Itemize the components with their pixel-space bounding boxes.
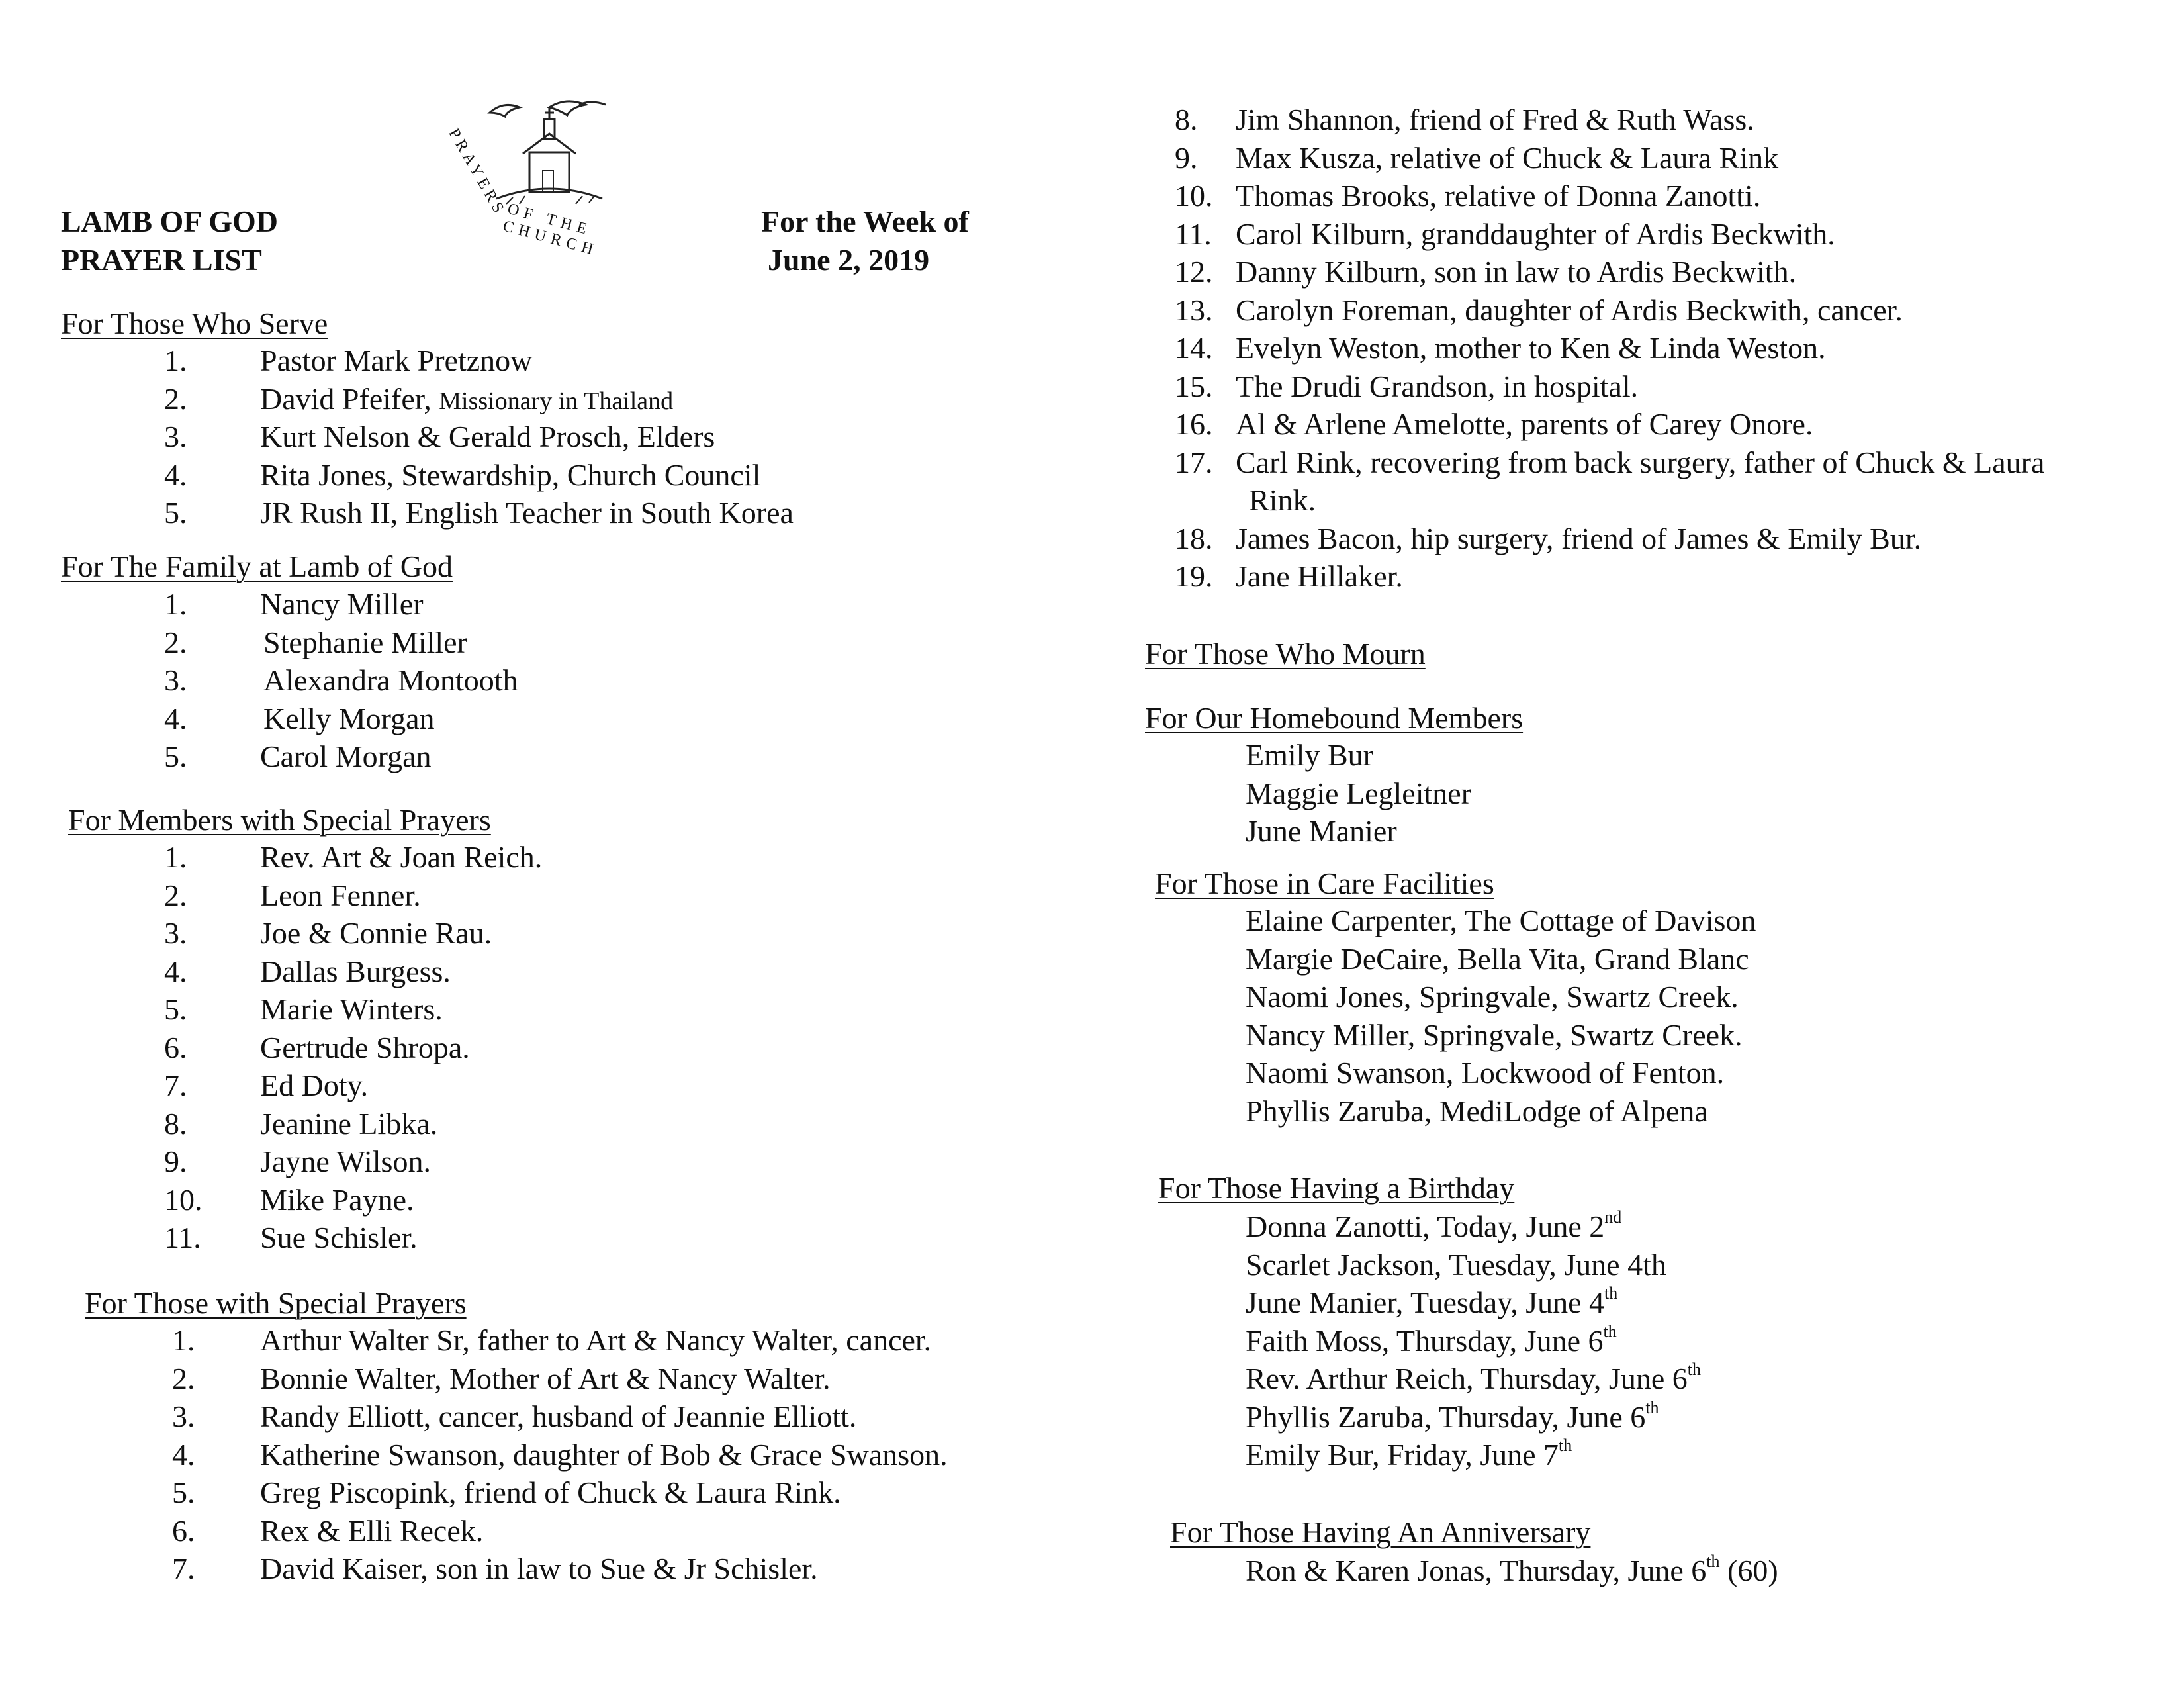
list-item: Phyllis Zaruba, MediLodge of Alpena xyxy=(1246,1094,1708,1128)
section-heading-anniversary: For Those Having An Anniversary xyxy=(1170,1515,1591,1549)
section-heading-members: For Members with Special Prayers xyxy=(68,803,491,837)
list-item: Phyllis Zaruba, Thursday, June 6th xyxy=(1246,1397,1659,1434)
list-item: Elaine Carpenter, The Cottage of Davison xyxy=(1246,904,1756,937)
list-item: 6. Rex & Elli Recek. xyxy=(172,1513,484,1548)
list-item: 1. Arthur Walter Sr, father to Art & Nancy Walter, cancer. xyxy=(172,1323,932,1357)
list-item: 4. Rita Jones, Stewardship, Church Council xyxy=(164,457,761,492)
list-item: 4. Kelly Morgan xyxy=(164,701,435,735)
members-list xyxy=(164,842,1024,1261)
list-item: 10. Mike Payne. xyxy=(164,1182,414,1217)
list-item: Scarlet Jackson, Tuesday, June 4th xyxy=(1246,1247,1666,1282)
list-item: 5. JR Rush II, English Teacher in South Korea xyxy=(164,496,794,530)
list-item: 3. Joe & Connie Rau. xyxy=(164,916,492,950)
section-heading-mourn: For Those Who Mourn xyxy=(1145,637,1426,671)
list-item: June Manier xyxy=(1246,814,1397,848)
list-item: 10. Thomas Brooks, relative of Donna Zanotti. xyxy=(1175,179,1761,212)
list-item: Ron & Karen Jonas, Thursday, June 6th (60) xyxy=(1246,1552,1778,1587)
list-item: Rev. Arthur Reich, Thursday, June 6th xyxy=(1246,1360,1701,1395)
section-heading-serve: For Those Who Serve xyxy=(61,306,328,340)
list-item: 1. Pastor Mark Pretznow xyxy=(164,344,533,377)
list-item: Nancy Miller, Springvale, Swartz Creek. xyxy=(1246,1017,1743,1052)
list-item: 19. Jane Hillaker. xyxy=(1175,559,1403,593)
week-label: For the Week of xyxy=(761,205,969,238)
list-item: 6. Gertrude Shropa. xyxy=(164,1030,470,1064)
list-item: 14. Evelyn Weston, mother to Ken & Linda Weston. xyxy=(1175,331,1826,365)
list-item: 5. Carol Morgan xyxy=(164,739,432,773)
list-item: Margie DeCaire, Bella Vita, Grand Blanc xyxy=(1246,941,1749,976)
list-item: 3. Alexandra Montooth xyxy=(164,663,518,697)
section-heading-homebound: For Our Homebound Members xyxy=(1145,701,1524,735)
list-item: June Manier, Tuesday, June 4th xyxy=(1246,1284,1618,1319)
list-item: 2. David Pfeifer, Missionary in Thailand xyxy=(164,381,674,416)
list-title-line1: LAMB OF GOD xyxy=(61,205,278,238)
list-item: 7. Ed Doty. xyxy=(164,1068,369,1102)
list-item: 2. Stephanie Miller xyxy=(164,625,467,659)
section-heading-family: For The Family at Lamb of God xyxy=(61,549,453,583)
list-item: 12. Danny Kilburn, son in law to Ardis Beckwith. xyxy=(1175,255,1797,289)
list-item: 11. Carol Kilburn, granddaughter of Ardis Beckwith. xyxy=(1175,216,1835,251)
homebound-list xyxy=(1246,740,1471,855)
list-item: 4. Katherine Swanson, daughter of Bob & Grace Swanson. xyxy=(172,1437,948,1472)
care-list xyxy=(1246,906,1756,1134)
special-list-right xyxy=(1175,105,2154,600)
section-heading-birthday: For Those Having a Birthday xyxy=(1158,1171,1515,1205)
list-item: 3. Kurt Nelson & Gerald Prosch, Elders xyxy=(164,420,715,453)
list-item: Donna Zanotti, Today, June 2nd xyxy=(1246,1207,1622,1243)
list-item: 15. The Drudi Grandson, in hospital. xyxy=(1175,369,1639,403)
list-item: Emily Bur, Friday, June 7th xyxy=(1246,1436,1572,1472)
list-item: 1. Rev. Art & Joan Reich. xyxy=(164,840,543,874)
list-item: Faith Moss, Thursday, June 6th xyxy=(1246,1321,1617,1358)
week-date: June 2, 2019 xyxy=(768,243,930,277)
special-list-left xyxy=(172,1325,1032,1592)
list-item: 11. Sue Schisler. xyxy=(164,1221,418,1254)
list-item: Naomi Jones, Springvale, Swartz Creek. xyxy=(1246,980,1739,1013)
list-item: Maggie Legleitner xyxy=(1246,776,1472,810)
list-item: 2. Leon Fenner. xyxy=(164,878,421,912)
list-item: 5. Greg Piscopink, friend of Chuck & Laura Rink. xyxy=(172,1476,841,1509)
birthday-list xyxy=(1246,1207,1701,1478)
list-item: 8. Jeanine Libka. xyxy=(164,1106,438,1141)
list-title-line2: PRAYER LIST xyxy=(61,243,262,277)
family-list xyxy=(164,589,1024,780)
list-item: 1. Nancy Miller xyxy=(164,587,424,621)
anniversary-list xyxy=(1246,1552,1778,1594)
prayers-of-the-church-logo: PRAYERS OF THE CHURCH xyxy=(450,93,649,245)
serve-list xyxy=(164,346,1024,536)
list-item: 4. Dallas Burgess. xyxy=(164,954,451,988)
list-item: 5. Marie Winters. xyxy=(164,992,443,1026)
list-item: Emily Bur xyxy=(1246,738,1373,772)
list-item: 3. Randy Elliott, cancer, husband of Jeannie Elliott. xyxy=(172,1399,857,1433)
list-item: 9. Max Kusza, relative of Chuck & Laura Rink xyxy=(1175,140,1779,175)
list-item: Naomi Swanson, Lockwood of Fenton. xyxy=(1246,1056,1725,1090)
list-item: 13. Carolyn Foreman, daughter of Ardis Beckwith, cancer. xyxy=(1175,293,1903,327)
list-item: 16. Al & Arlene Amelotte, parents of Carey Onore. xyxy=(1175,407,1813,441)
list-item: 2. Bonnie Walter, Mother of Art & Nancy Walter. xyxy=(172,1361,831,1395)
section-heading-care: For Those in Care Facilities xyxy=(1155,867,1494,900)
list-item: 17. Carl Rink, recovering from back surgery, father of Chuck & Laura Rink. xyxy=(1175,445,2045,517)
section-heading-special: For Those with Special Prayers xyxy=(85,1286,467,1320)
list-item: 18. James Bacon, hip surgery, friend of James & Emily Bur. xyxy=(1175,521,1922,555)
list-item: 9. Jayne Wilson. xyxy=(164,1145,431,1178)
list-item: 7. David Kaiser, son in law to Sue & Jr Schisler. xyxy=(172,1552,818,1585)
list-item: 8. Jim Shannon, friend of Fred & Ruth Wass. xyxy=(1175,103,1754,136)
